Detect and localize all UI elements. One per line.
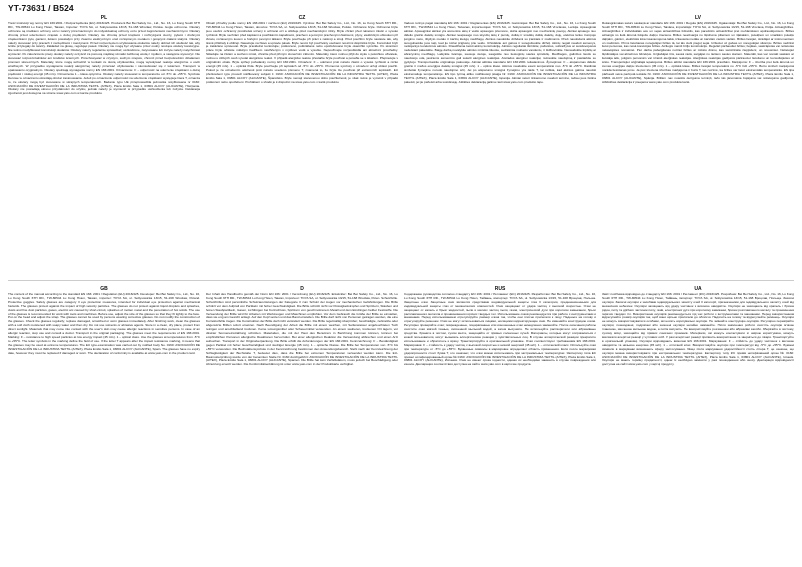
section-body-text: Vadovo turinys pagal standartą EN 166: 2001 / Reglamentas (ES) 2016/425. Gamintojas: Bei Bei Safety Co., Ltd., No. 16, Lu Kong South 6TH RD., TW-80544 Lu Kong Hsien, Taivanas, importuotojas: TOYA SA, ul. Sołtysowicka 13/15, 51-168 Vroclavas, Lenkija. Apsauginiai akiniai. Apsauginiai akiniai yra asmeninė akių ir veido apsaugos priemonė, skirta apsaugoti nuo mechaninių pavojų. Akiniai apsaugo nuo didelio greičio dalelių smūgio. Akiniai neapsaugo nuo skysčių lašų ir purslų, dulkių ir smulkių dulkių dalelių, dujų, elektros lanko trumpojo jungimo metu, išlydyto metalo ir karštų kietųjų medžiagų. Akinius naudokite dirbdami su įrankiais ir mašinomis. Prieš naudodami akinius sureguliuokite juos taip, kad jie tvirtai priglustų prie veido. Užsidėkite ant galvos ir sureguliuokite dirželį. Akinių negali naudoti asmenys, nešiojantys korekcinius akinius. Draudžiama keisti akinių konstrukciją. Akinius reguliariai tikrinkite; pažeistus, subraižytus ar susidėvėjusius nedelsiant pakeiskite. Baigę darbą nuvalykite akinius minkšta šluoste, sudrėkinta muiluotu vandeniu, ir išdžiovinkite. Nenaudokite tirpiklių ar abrazyvinių medžiagų. Laikykite švarioje, sausoje vietoje, saugokite nuo tiesioginių saulės spindulių. Medžiagos, galinčios liestis su naudotojo oda, jautriems asmenims gali sukelti alergines reakcijas. Atsiradus alerginei reakcijai, nutraukite naudojimą ir pasitarkite su gydytoju. Transportuokite originalioje pakuotėje. Akiniai atitinka standarto EN 166:2001 reikalavimus. Žymėjimas: F – atsparumas didelio greičio ir mažos energijos dalelių smūgiui (45 m/s). 1 – optinė klasė. Akinius naudokite esant temperatūrai nuo -5°C iki +55°C. Raidiniai simboliai žymėjime nurodo naudojimo sritį. Jei po atsparumo smūgiui žymėjimo yra raidė T, tai reiškia, kad akinius galima naudoti ekstremalioje temperatūroje. ES tipo tyrimą atliko notifikuotoji įstaiga Nr. 0160: ASOCIACIÓN DE INVESTIGACIÓN DE LA INDUSTRIA TEXTIL (AITEX), Plaza Emilio Sala 1, 03801 ALCOY (ALICANTE), Ispanija. Akiniai neturi tinkamumo naudoti termino, tačiau juos būtina pakeisti, jei jie pažeisti arba susidėvėję. Atitikties deklaraciją galima rasti www.yato.com produkto lape.	[404, 21, 596, 84]
section-language-label: UA	[694, 286, 702, 292]
section-lt	[404, 15, 596, 277]
section-language-label: D	[300, 286, 304, 292]
section-language-label: RUS	[494, 286, 506, 292]
section-language-label: LT	[497, 15, 503, 21]
section-rus	[404, 286, 596, 561]
top-section-row	[8, 15, 794, 277]
section-language-label: LV	[694, 15, 702, 21]
section-pl	[8, 15, 200, 277]
document-title: YT-73631 / B524	[8, 3, 74, 13]
section-ua	[602, 286, 794, 561]
section-body-text: Obsah příručky podle normy EN 166:2001 / nařízení (EU) 2016/425. Výrobce: Bei Bei Safety Co., Ltd., No. 16, Lu Kong South 6TH RD., TW-80544 Lu Kong Hsien, Taiwan, dovozce: TOYA SA, ul. Sołtysowicka 13/15, 51-168 Wrocław, Polsko. Ochranné brýle. Ochranné brýle jsou osobní ochranný prostředek určený k ochraně očí a obličeje před mechanickými riziky. Brýle chrání před nárazem částic o vysoké rychlosti. Brýle nechrání před kapkami a postříkáním kapalinami, prachem a jemnými prachovými částicemi, plyny, elektrickým obloukem při zkratu, roztaveným kovem a horkými pevnými látkami. Brýle používejte při práci s nástroji a stroji. Před použitím brýle nastavte tak, aby těsně přiléhaly k obličeji. Nasazujte na hlavu a upravte pásek. Brýle nesmí být používány osobami nosícími dioptrické brýle. Konstrukci brýlí je zakázáno upravovat. Brýle pravidelně kontrolujte; poškozené, poškrábané nebo opotřebované brýle okamžitě vyměňte. Po skončení práce brýle očistěte měkkým hadříkem navlhčeným v mýdlové vodě a vysušte. Nepoužívejte rozpouštědla ani abrazivní prostředky. Skladujte na čistém a suchém místě, chraňte před přímým slunečním zářením. Materiály, které mohou přijít do styku s pokožkou uživatele, mohou u citlivých osob vyvolat alergickou reakci. V případě alergické reakce přestaňte brýle používat a poraďte se s lékařem. Přepravujte v originálním obalu. Brýle splňují požadavky normy EN 166:2001. Označení: F – odolnost proti nárazu částic o vysoké rychlosti a nízké energii (45 m/s). 1 – optická třída. Brýle používejte při teplotách od -5°C do +55°C. Písmenné symboly v označení určují oblast použití. Pokud je za označením odolnosti proti nárazu uvedeno písmeno T, znamená to, že brýle lze používat při extrémních teplotách. EU přezkoušení typu provedl notifikovaný subjekt č. 0160: ASOCIACIÓN DE INVESTIGACIÓN DE LA INDUSTRIA TEXTIL (AITEX), Plaza Emilio Sala 1, 03801 ALCOY (ALICANTE), Španělsko. Brýle nemají stanovenou dobu použitelnosti, je však nutné je vyměnit v případě poškození nebo opotřebení. Prohlášení o shodě je k dispozici na www.yato.com v kartě produktu.	[206, 21, 398, 84]
section-gb	[8, 286, 200, 561]
section-d	[206, 286, 398, 561]
bottom-section-row	[8, 286, 794, 561]
section-body-text: Treść instrukcji wg normy EN 166:2001 / Rozporządzenia (EU) 2016/425. Producent Bei Bei Safety Co., Ltd., No. 16, Lu Kong South 6TH RD., TW-80544 Lu Kong Hsien, Taiwan, Importer: TOYA SA, ul. Sołtysowicka 13/15, 51-168 Wrocław, Polska. Gogle ochronne. Okulary ochronne są środkiem ochrony oczu i twarzy przeznaczonym do indywidualnej ochrony oczu przed zagrożeniami mechanicznymi. Okulary chronią przed uderzeniem cząstek o dużej prędkości. Okulary nie chronią przed kroplami i rozbryzgami cieczy, pyłami i drobnymi cząsteczkami pyłu, gazami, łukiem powstałym przy zwarciu elektrycznym oraz roztopionym metalem i gorącymi ciałami stałymi. Okulary należy stosować przy pracach z narzędziami i maszynami. Przed rozpoczęciem użytkowania okularów należy dobrać ich wielkość tak, aby ściśle przylegały do twarzy. Zakładać na głowę, regulując pasek. Okulary nie mogą być używane przez osoby noszące okulary korekcyjne. Nie wolno modyfikować konstrukcji okularów. Okulary należy regularnie sprawdzać; uszkodzone, zarysowane lub zużyte należy natychmiast wymienić. Po zakończeniu pracy okulary należy oczyścić za pomocą miękkiej szmatki zwilżonej wodą z mydłem, a następnie wysuszyć. Nie stosować rozpuszczalników ani środków ściernych. Przechowywać w czystym, suchym miejscu, chronić przed bezpośrednim działaniem promieni słonecznych. Materiały, które mogą wchodzić w kontakt ze skórą użytkownika, mogą wywoływać reakcje alergiczne u osób wrażliwych. W przypadku wystąpienia reakcji alergicznej należy przerwać użytkowanie i skonsultować się z lekarzem. Transport w opakowaniu oryginalnym. Okulary spełniają wymagania normy EN 166:2001. Oznaczenie: F – odporność na uderzenie cząstkami o dużej prędkości i niskiej energii (45 m/s). Oznaczenia 1 – klasa optyczna. Okulary należy stosować w temperaturze od -5°C do +55°C. Symbole literowe w oznaczeniu określają obszar zastosowania. Jeżeli po oznaczeniu odporności na uderzenie cząstkami występuje litera T, oznacza to, że okulary mogą być stosowane w skrajnych temperaturach. Badanie typu UE przeprowadziła jednostka notyfikowana nr 0160: ASOCIACIÓN DE INVESTIGACIÓN DE LA INDUSTRIA TEXTIL (AITEX), Plaza Emilio Sala 1, 03801 ALCOY (ALICANTE), Hiszpania. Okulary nie posiadają okresu przydatności do użytku, jednak należy je wymienić w przypadku uszkodzenia lub zużycia. Deklaracja zgodności jest dostępna na stronie www.yato.com w karcie produktu.	[8, 21, 200, 96]
section-lv	[602, 15, 794, 277]
section-body-text: Rokasgrāmatas saturs saskaņā ar standartu EN 166: 2001 / Regula (ES) 2016/425. Izgatavotājs: Bei Bei Safety Co., Ltd., No. 16, Lu Kong South 6TH RD., TW-80544 Lu Kong Hsien, Taivāna, importētājs: TOYA SA, ul. Sołtysowicka 13/15, 51-168 Vroclava, Polija. Aizsargbrilles. Aizsargbrilles ir individuālais acu un sejas aizsardzības līdzeklis, kas paredzēts aizsardzībai pret mehāniskiem apdraudējumiem. Brilles aizsargā no lielā ātrumā lidojošu daļiņu trieciena. Brilles neaizsargā no šķidruma pilieniem un šļakatām, putekļiem un smalkām putekļu daļiņām, gāzēm, elektriskā loka īssavienojuma laikā, izkausēta metāla un karstām cietām vielām. Brilles lietojiet, strādājot ar instrumentiem un mašīnām. Pirms lietošanas noregulējiet brilles tā, lai tās cieši pieguļ sejai. Uzlieciet uz galvas un noregulējiet siksniņu. Brilles nedrīkst lietot personas, kas nēsā korekcijas brilles. Aizliegts mainīt briļļu konstrukciju. Regulāri pārbaudiet brilles; bojātas, saskrāpētas vai nolietotas nekavējoties nomainiet. Pēc darba pabeigšanas notīriet brilles ar mīkstu drānu, kas samitrināta ziepjūdenī, un nosusiniet. Nelietojiet šķīdinātājus vai abrazīvus līdzekļus. Uzglabājiet tīrā, sausā vietā, sargājiet no tiešiem saules stariem. Materiāli, kas var nonākt saskarē ar lietotāja ādu, jutīgām personām var izraisīt alerģiskas reakcijas. Alerģiskas reakcijas gadījumā pārtrauciet lietošanu un konsultējieties ar ārstu. Transportējiet oriģinālajā iepakojumā. Brilles atbilst standarta EN 166:2001 prasībām. Marķējums: F – izturība pret lielā ātrumā un zemas enerģijas daļiņu triecieniem (45 m/s). 1 – optiskā klase. Brilles lietojiet temperatūrā no -5°C līdz +55°C. Burtu simboli marķējumā norāda lietošanas jomu. Ja pēc trieciena izturības marķējuma ir burts T, tas nozīmē, ka brilles var lietot ekstremālās temperatūrās. ES tipa pārbaudi veica paziņotā iestāde Nr. 0160: ASOCIACIÓN DE INVESTIGACIÓN DE LA INDUSTRIA TEXTIL (AITEX), Plaza Emilio Sala 1, 03801 ALCOY (ALICANTE), Spānija. Brillēm nav noteikts derīguma termiņš, taču tās jānomaina bojājuma vai nolietojuma gadījumā. Atbilstības deklarācija ir pieejama www.yato.com produkta kartē.	[602, 21, 794, 84]
section-body-text: Der Inhalt des Handbuchs gemäß der Norm EN 166: 2001 / Verordnung (EU) 2016/425. Entwickler: Bei Bei Safety Co., Ltd., No. 16, Lu Kong South 6TH RD., TW-80544 Lu Kong Hsien, Taiwan, Importeur: TOYA SA, ul. Sołtysowicka 13/15, 51-168 Wrocław, Polen. Schutzbrille. Schutzbrillen sind persönliche Schutzausrüstungen der Kategorie II zum Schutz der Augen vor mechanischen Gefährdungen. Die Brille schützt vor dem Aufprall von Partikeln mit hoher Geschwindigkeit. Die Brille schützt nicht vor Flüssigkeitstropfen und Spritzern, Stäuben und feinen Staubpartikeln, Gasen, Lichtbögen bei Kurzschluss, Spritzern von geschmolzenem Metall und dem Eindringen heißer Feststoffe. Die Verwendung der Brille wird für Arbeiten mit Werkzeugen und Maschinen empfohlen. Vor dem Gebrauch die Größe der Brille so einstellen, dass sie eng am Gesicht anliegt. Auf den Kopf setzen und das Band einstellen. Die Brille darf nicht von Personen getragen werden, die eine Korrekturbrille tragen. Die Konstruktion der Brille darf nicht verändert werden. Die Brille regelmäßig überprüfen; beschädigte, zerkratzte oder abgenutzte Brillen sofort ersetzen. Nach Beendigung der Arbeit die Brille mit einem weichen, mit Seifenwasser angefeuchteten Tuch reinigen und anschließend trocknen. Keine Lösungsmittel oder Scheuermittel verwenden. An einem sauberen, trockenen Ort lagern, vor direkter Sonneneinstrahlung schützen. Materialien, die mit der Haut des Benutzers in Berührung kommen können, können bei empfindlichen Personen allergische Reaktionen hervorrufen. Bei einer allergischen Reaktion die Verwendung abbrechen und einen Arzt aufsuchen. Transport in der Originalverpackung. Die Brille erfüllt die Anforderungen der EN 166:2001. Kennzeichnung: F – Beständigkeit gegen Partikel mit hoher Geschwindigkeit und niedriger Energie (45 m/s). 1 – optische Klasse. Die Brille bei Temperaturen von -5°C bis +55°C verwenden. Die Buchstabensymbole in der Kennzeichnung bestimmen den Anwendungsbereich. Steht nach der Kennzeichnung der Schlagfestigkeit der Buchstabe T, bedeutet dies, dass die Brille bei extremen Temperaturen verwendet werden kann. Die EU-Baumusterprüfung wurde von der benannten Stelle Nr. 0160 durchgeführt: ASOCIACIÓN DE INVESTIGACIÓN DE LA INDUSTRIA TEXTIL (AITEX), Plaza Emilio Sala 1, 03801 ALCOY (ALICANTE), Spanien. Die Brille hat kein Verfallsdatum, muss jedoch bei Beschädigung oder Abnutzung ersetzt werden. Die Konformitätserklärung ist unter www.yato.com in der Produktkarte verfügbar.	[206, 292, 398, 367]
section-language-label: CZ	[298, 15, 306, 21]
section-body-text: The content of the manual according to the standard EN 166: 2001 / Regulation (EU) 2016/425. Developer: Bei Bei Safety Co., Ltd., No. 16, Lu Kong South 6TH RD., TW-80544 Lu Kong Hsien, Taiwan, importer: TOYA SA, ul. Sołtysowicka 13/15, 51-168 Wrocław, Poland. Protective goggles. Safety glasses are category II eye protection measures, intended for individual eye protection against mechanical hazards. The glasses protect against the impact of high velocity particles. The glasses do not protect against liquid droplets and splashes, dusts and fine dust particles, gases, electric arc caused by short-circuit, splashes of molten metal and the penetration of hot solids. The use of the glasses is recommended for work with tools and machines. Before use, adjust the size of the glasses so that they fit tightly to the face. Put on the head and adjust the strap. The glasses cannot be used by persons wearing corrective glasses. Do not modify the construction of the glasses. Check the glasses regularly; replace damaged, scratched or worn glasses immediately. After finishing work, clean the glasses with a soft cloth moistened with soapy water and then dry. Do not use solvents or abrasive agents. Store in a clean, dry place, protect from direct sunlight. Materials that may come into contact with the user's skin may cause allergic reactions in sensitive persons. In case of an allergic reaction, stop use and consult a doctor. Transport in the original packaging. The glasses meet the requirements of EN 166:2001. Marking: F – resistance to high speed particles at low energy impact (45 m/s). 1 – optical class. Use the glasses at temperatures from -5°C to +55°C. The letter symbols in the marking define the field of use. If the letter T appears after the impact resistance marking, it means that the glasses may be used at extreme temperatures. The EU type-examination was carried out by notified body No. 0160: ASOCIACIÓN DE INVESTIGACIÓN DE LA INDUSTRIA TEXTIL (AITEX), Plaza Emilio Sala 1, 03801 ALCOY (ALICANTE), Spain. The glasses have no expiry date, however they must be replaced if damaged or worn. The declaration of conformity is available at www.yato.com in the product card.	[8, 292, 200, 355]
section-language-label: GB	[100, 286, 108, 292]
section-divider	[8, 280, 794, 281]
section-language-label: PL	[100, 15, 108, 21]
section-body-text: Зміст посібника відповідно до стандарту EN 166: 2001 / Регламент (ЄС) 2016/425. Розробник: Bei Bei Safety Co., Ltd., No. 16, Lu Kong South 6TH RD., TW-80544 Lu Kong Hsien, Тайвань, імпортер: TOYA SA, ul. Sołtysowicka 13/15, 51-168 Вроцлав, Польща. Захисні окуляри. Захисні окуляри є засобами індивідуального захисту очей II категорії, призначеними для індивідуального захисту очей від механічних небезпек. Окуляри захищають від удару частинок з високою швидкістю. Окуляри не захищають від крапель і бризок рідин, пилу та дрібних частинок пилу, газів, електричної дуги при короткому замиканні, бризок розплавленого металу та проникнення гарячих твердих тіл. Використання окулярів рекомендується під час роботи з інструментами та машинами. Перед використанням відрегулюйте розмір окулярів так, щоб вони щільно прилягали до обличчя. Надягніть на голову та відрегулюйте ремінець. Окуляри не можуть використовуватися особами, які носять коригувальні окуляри. Не змінюйте конструкцію окулярів. Регулярно перевіряйте окуляри; пошкоджені, подряпані або зношені окуляри негайно замінюйте. Після закінчення роботи очистіть окуляри м'якою тканиною, змоченою мильною водою, а потім висушіть. Не використовуйте розчинники або абразивні засоби. Зберігайте в чистому, сухому місці, захищайте від прямих сонячних променів. Матеріали, які можуть контактувати зі шкірою користувача, можуть викликати алергічні реакції у чутливих осіб. У разі алергічної реакції припиніть використання та зверніться до лікаря. Транспортуйте в оригінальній упаковці. Окуляри відповідають вимогам EN 166:2001. Маркування: F – стійкість до удару частинок з високою швидкістю та низькою енергією (45 м/с). 1 – оптичний клас. Використовуйте окуляри при температурі від -5°C до +55°C. Буквені символи в маркуванні визначають сферу застосування. Якщо після маркування ударостійкості стоїть літера T, це означає, що окуляри можна використовувати при екстремальних температурах. Експертизу типу ЄС провів нотифікований орган № 0160: ASOCIACIÓN DE INVESTIGACIÓN DE LA INDUSTRIA TEXTIL (AITEX), Plaza Emilio Sala 1, 03801 ALCOY (ALICANTE), Іспанія. Окуляри не мають терміну придатності, однак їх необхідно замінити у разі пошкодження або зносу. Декларація відповідності доступна на сайті www.yato.com у картці продукту.	[602, 292, 794, 367]
section-cz	[206, 15, 398, 277]
section-body-text: Содержание руководства согласно стандарту EN 166: 2001 / Регламент (ЕС) 2016/425. Разработчик: Bei Bei Safety Co., Ltd., No. 16, Lu Kong South 6TH RD., TW-80544 Lu Kong Hsien, Тайвань, импортер: TOYA SA, ul. Sołtysowicka 13/15, 51-168 Вроцлав, Польша. Защитные очки. Защитные очки являются средствами индивидуальной защиты глаз II категории, предназначенными для индивидуальной защиты глаз от механических опасностей. Очки защищают от удара частиц с высокой скоростью. Очки не защищают от капель и брызг жидкостей, пыли и мелких частиц пыли, газов, электрической дуги при коротком замыкании, брызг расплавленного металла и проникновения горячих твердых тел. Использование очков рекомендуется при работе с инструментами и машинами. Перед использованием отрегулируйте размер очков так, чтобы они плотно прилегали к лицу. Наденьте на голову и отрегулируйте ремешок. Очки не могут использоваться лицами, носящими корректирующие очки. Не изменяйте конструкцию очков. Регулярно проверяйте очки; поврежденные, поцарапанные или изношенные очки немедленно заменяйте. После окончания работы очистите очки мягкой тканью, смоченной мыльной водой, а затем высушите. Не используйте растворители или абразивные средства. Храните в чистом, сухом месте, защищайте от прямых солнечных лучей. Материалы, которые могут соприкасаться с кожей пользователя, могут вызывать аллергические реакции у чувствительных лиц. В случае аллергической реакции прекратите использование и обратитесь к врачу. Транспортируйте в оригинальной упаковке. Очки соответствуют требованиям EN 166:2001. Маркировка: F – стойкость к удару частиц с высокой скоростью и низкой энергией (45 м/с). 1 – оптический класс. Используйте очки при температуре от -5°C до +55°C. Буквенные символы в маркировке определяют область применения. Если после маркировки ударопрочности стоит буква T, это означает, что очки можно использовать при экстремальных температурах. Экспертизу типа ЕС провел нотифицированный орган № 0160: ASOCIACIÓN DE INVESTIGACIÓN DE LA INDUSTRIA TEXTIL (AITEX), Plaza Emilio Sala 1, 03801 ALCOY (ALICANTE), Испания. Очки не имеют срока годности, однако их необходимо заменить в случае повреждения или износа. Декларация соответствия доступна на сайте www.yato.com в карточке продукта.	[404, 292, 596, 367]
